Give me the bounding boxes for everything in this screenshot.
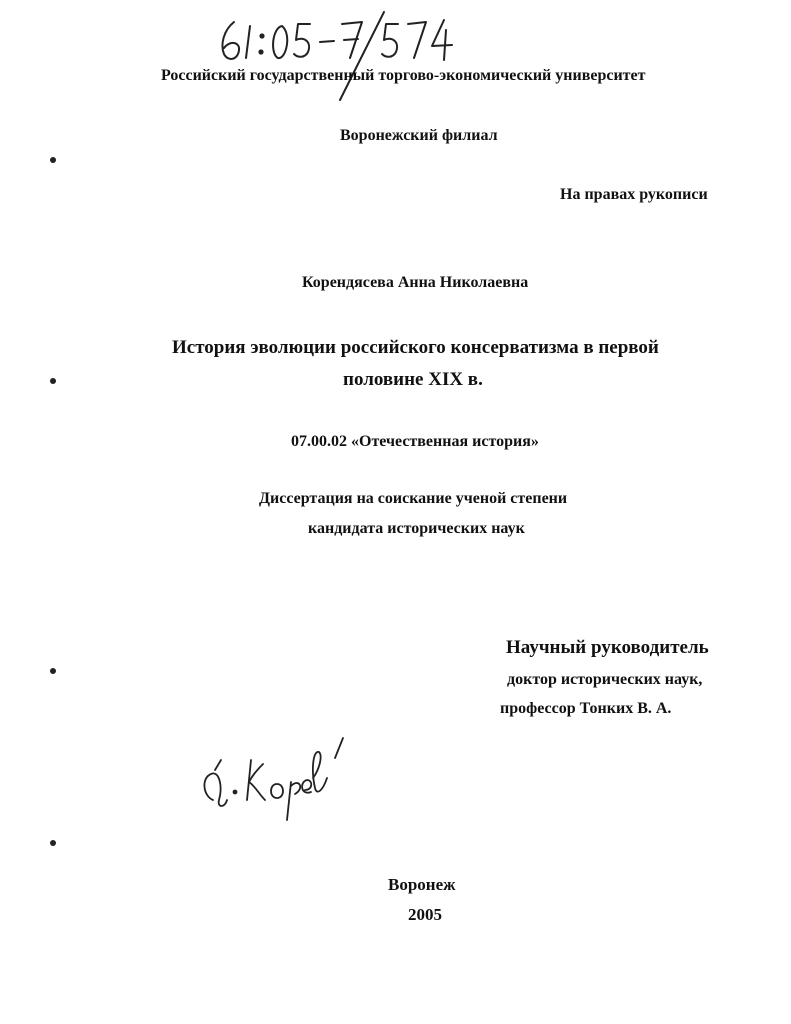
advisor-name: профессор Тонких В. А. bbox=[500, 700, 672, 717]
margin-dot-mark bbox=[48, 666, 58, 676]
university-name: Российский государственный торгово-экономический университет bbox=[161, 67, 646, 84]
year: 2005 bbox=[408, 905, 442, 924]
degree-line-2: кандидата исторических наук bbox=[308, 520, 525, 537]
city: Воронеж bbox=[388, 875, 456, 894]
branch-name: Воронежский филиал bbox=[340, 127, 498, 144]
archive-number-handwritten bbox=[212, 8, 462, 103]
margin-dot-mark bbox=[48, 376, 58, 386]
author-signature bbox=[195, 730, 355, 830]
margin-dot-mark bbox=[48, 155, 58, 165]
advisor-degree: доктор исторических наук, bbox=[507, 671, 703, 688]
dissertation-title-line-1: История эволюции российского консерватизма в первой bbox=[172, 337, 659, 358]
specialty-code: 07.00.02 «Отечественная история» bbox=[291, 433, 539, 450]
degree-line-1: Диссертация на соискание ученой степени bbox=[259, 490, 568, 507]
dissertation-title-line-2: половине XIX в. bbox=[343, 369, 483, 390]
author-name: Корендясева Анна Николаевна bbox=[302, 274, 529, 291]
advisor-label: Научный руководитель bbox=[506, 637, 709, 658]
manuscript-note: На правах рукописи bbox=[560, 186, 708, 203]
margin-dot-mark bbox=[48, 838, 58, 848]
